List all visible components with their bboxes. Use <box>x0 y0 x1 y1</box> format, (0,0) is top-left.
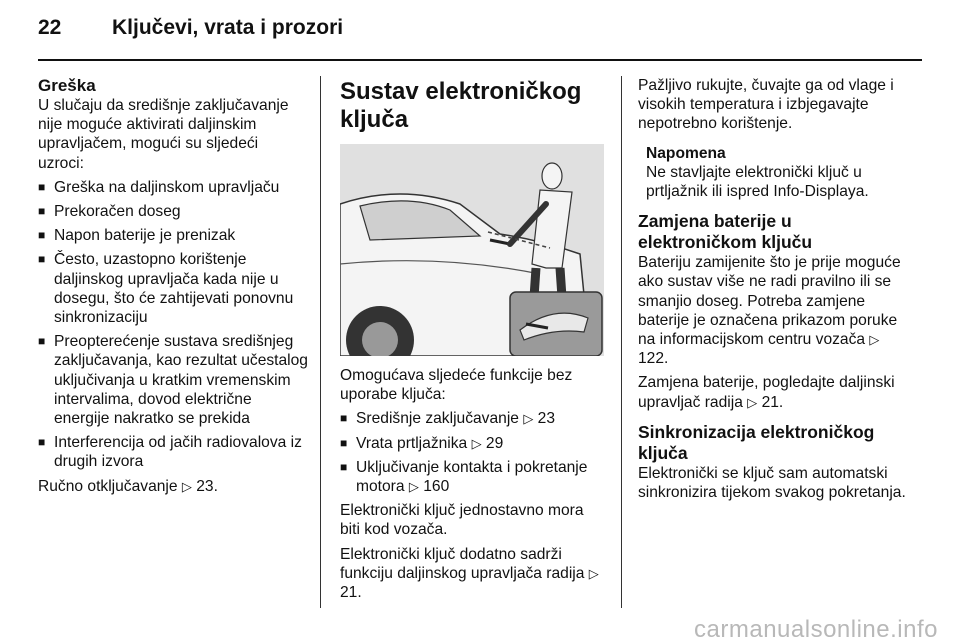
square-bullet-icon: ■ <box>38 228 46 243</box>
manual-unlock-line: Ručno otključavanje ▷ 23. <box>38 477 218 495</box>
battery-text-2: Zamjena baterije, pogledajte daljinski upravljač radija ▷ 21. <box>638 374 895 411</box>
page-header <box>38 16 918 52</box>
square-bullet-icon: ■ <box>340 411 348 426</box>
column-3 <box>638 76 914 507</box>
square-bullet-icon: ■ <box>38 435 46 450</box>
key-with-driver-text: Elektronički ključ jednostavno mora biti kod vozača. <box>340 502 584 539</box>
list-item: ■ Središnje zaključavanje ▷ 23 <box>340 410 556 428</box>
car-door-illustration <box>340 144 604 356</box>
note-box <box>646 144 914 202</box>
column-1 <box>38 76 308 501</box>
xref-link[interactable]: 23 <box>537 410 556 428</box>
xref-link[interactable]: 122. <box>638 350 669 368</box>
square-bullet-icon: ■ <box>340 435 348 450</box>
square-bullet-icon: ■ <box>38 179 46 194</box>
triangle-right-icon: ▷ <box>408 479 419 495</box>
car-illustration-svg <box>340 144 604 356</box>
remote-function-text: Elektronički ključ dodatno sadrži funkciju daljinskog upravljača radija ▷ 21. <box>340 545 599 602</box>
list-item: ■ Prekoračen doseg <box>38 203 181 221</box>
xref-link[interactable]: 29 <box>485 434 504 452</box>
triangle-right-icon: ▷ <box>523 411 534 427</box>
column-divider-1 <box>320 76 321 608</box>
xref-link[interactable]: 21. <box>340 584 362 602</box>
square-bullet-icon: ■ <box>38 204 46 219</box>
xref-link[interactable]: 160 <box>423 478 450 496</box>
error-heading: Greška <box>38 76 96 95</box>
list-item: ■ Interferencija od jačih radiovalova iz drugih izvora <box>38 434 302 471</box>
xref-link[interactable]: 21. <box>761 393 784 411</box>
triangle-right-icon: ▷ <box>747 394 758 410</box>
section-title: Sustav elektroničkog ključa <box>340 78 582 133</box>
column-divider-2 <box>621 76 622 608</box>
chapter-title: Ključevi, vrata i prozori <box>112 16 344 39</box>
error-causes-list <box>38 178 308 472</box>
functions-list <box>340 409 604 496</box>
xref-link[interactable]: 23. <box>196 477 218 495</box>
column-2 <box>340 76 604 607</box>
triangle-right-icon: ▷ <box>471 435 482 451</box>
list-item: ■ Uključivanje kontakta i pokretanje motora ▷ 160 <box>340 458 588 496</box>
list-item: ■ Vrata prtljažnika ▷ 29 <box>340 434 504 452</box>
triangle-right-icon: ▷ <box>588 565 599 581</box>
triangle-right-icon: ▷ <box>181 478 192 494</box>
list-item: ■ Često, uzastopno korištenje daljinskog upravljača kada nije u dosegu, što će zahtijevati ponovnu sinkronizaciju <box>38 251 294 327</box>
page-number: 22 <box>38 16 62 39</box>
sync-heading: Sinkronizacija elektroničkog ključa <box>638 421 875 463</box>
sync-text: Elektronički se ključ sam automatski sinkronizira tijekom svakog pokretanja. <box>638 464 906 502</box>
note-title: Napomena <box>646 144 726 162</box>
list-item: ■ Preopterećenje sustava središnjeg zaključavanja, kao rezultat učestalog uključivanja u kratkim vremenskim intervalima, dovod električne energije nakratko se prekida <box>38 333 308 428</box>
watermark-brand: carmanualsonline.info <box>694 616 938 643</box>
square-bullet-icon: ■ <box>340 459 348 474</box>
list-item: ■ Greška na daljinskom upravljaču <box>38 178 280 196</box>
functions-intro: Omogućava sljedeće funkcije bez uporabe ključa: <box>340 367 573 404</box>
battery-text: Bateriju zamijenite što je prije moguće ako sustav više ne radi pravilno ili se smanjio doseg. Potreba zamjene baterije je označena prikazom poruke na informacijskom centru vozača ▷ 122. <box>638 254 901 368</box>
list-item: ■ Napon baterije je prenizak <box>38 227 236 245</box>
header-divider <box>38 59 922 61</box>
note-text: Ne stavljajte elektronički ključ u prtljažnik ili ispred Info-Displaya. <box>646 163 869 201</box>
error-intro: U slučaju da središnje zaključavanje nije moguće aktivirati daljinskim upravljačem, mogući su sljedeći uzroci: <box>38 97 289 172</box>
square-bullet-icon: ■ <box>38 334 46 349</box>
triangle-right-icon: ▷ <box>869 332 880 348</box>
square-bullet-icon: ■ <box>38 252 46 267</box>
battery-heading: Zamjena baterije u elektroničkom ključu <box>638 211 813 253</box>
handling-text: Pažljivo rukujte, čuvajte ga od vlage i visokih temperatura i izbjegavajte nepotrebno korištenje. <box>638 77 894 133</box>
